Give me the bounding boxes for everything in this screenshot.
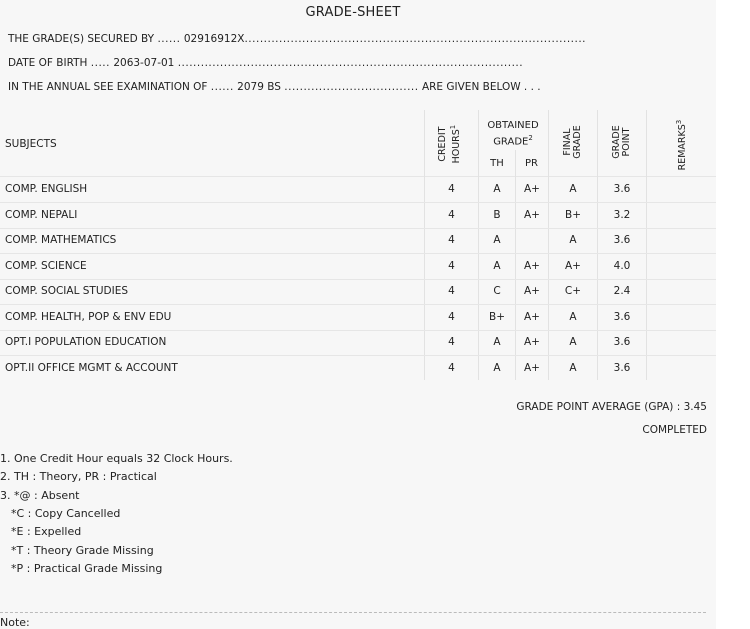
- footnote-marker: 3: [674, 119, 683, 125]
- result-status: COMPLETED: [642, 424, 707, 436]
- subject-name: COMP. HEALTH, POP & ENV EDU: [5, 311, 172, 323]
- info-leader: ..........................................................................................: [177, 57, 524, 69]
- table-row: [0, 254, 716, 279]
- subject-name: COMP. MATHEMATICS: [5, 234, 117, 246]
- info-label: DATE OF BIRTH: [8, 57, 88, 69]
- header-obtained-line2: GRADE: [493, 136, 529, 148]
- header-grade-point-line1: GRADE: [611, 125, 622, 159]
- grade-pr: A+: [524, 260, 540, 272]
- header-pr: PR: [525, 158, 538, 169]
- header-obtained-line1: OBTAINED: [487, 120, 539, 131]
- table-row: [0, 279, 716, 304]
- info-label: THE GRADE(S) SECURED BY: [8, 33, 155, 45]
- grade-th: B: [493, 209, 501, 221]
- footnote-item: 3. *@ : Absent: [0, 489, 80, 502]
- grade-point: 2.4: [613, 285, 631, 297]
- grade-point: 3.6: [613, 311, 631, 323]
- header-final-grade: [563, 112, 583, 172]
- info-value: 02916912X: [183, 33, 245, 45]
- info-label: IN THE ANNUAL SEE EXAMINATION OF: [8, 81, 208, 93]
- final-grade: A: [569, 362, 577, 374]
- grade-point: 4.0: [613, 260, 631, 272]
- footnote-item: *P : Practical Grade Missing: [11, 562, 163, 575]
- final-grade: A: [569, 234, 577, 246]
- gpa-summary: GRADE POINT AVERAGE (GPA) : 3.45: [516, 401, 707, 413]
- header-obtained-grade: [479, 119, 547, 148]
- header-credit-hours-line1: CREDIT: [436, 126, 448, 162]
- credit-hours: 4: [448, 285, 455, 297]
- header-remarks-label: REMARKS: [677, 124, 689, 171]
- header-th: TH: [490, 158, 504, 169]
- credit-hours: 4: [448, 311, 455, 323]
- table-row: [0, 228, 716, 253]
- table-row: [0, 305, 716, 330]
- note-label: Note:: [0, 616, 30, 629]
- info-examination: [8, 81, 541, 93]
- grade-pr: A+: [524, 209, 540, 221]
- info-end: ARE GIVEN BELOW . . .: [421, 81, 541, 93]
- grade-pr: A+: [524, 183, 540, 195]
- final-grade: A: [569, 311, 577, 323]
- header-credit-hours: [438, 114, 462, 174]
- grade-th: C: [493, 285, 501, 297]
- subject-name: COMP. NEPALI: [5, 209, 78, 221]
- grade-th: A: [493, 336, 501, 348]
- header-remarks: [674, 110, 688, 180]
- footnote-item: 2. TH : Theory, PR : Practical: [0, 470, 157, 483]
- info-value: 2079 BS: [237, 81, 281, 93]
- grade-pr: A+: [524, 362, 540, 374]
- credit-hours: 4: [448, 336, 455, 348]
- footnote-item: *E : Expelled: [11, 525, 82, 538]
- credit-hours: 4: [448, 183, 455, 195]
- final-grade: A+: [565, 260, 581, 272]
- table-row: [0, 177, 716, 202]
- page-title: GRADE-SHEET: [305, 5, 401, 20]
- info-leader: .........................................................................................: [244, 33, 587, 45]
- footnote-item: *T : Theory Grade Missing: [11, 544, 154, 557]
- info-leader: ......: [157, 33, 181, 45]
- grade-pr: A+: [524, 285, 540, 297]
- subject-name: OPT.I POPULATION EDUCATION: [5, 336, 167, 348]
- grade-point: 3.6: [613, 336, 631, 348]
- grade-pr: A+: [524, 336, 540, 348]
- final-grade: C+: [564, 285, 582, 297]
- info-secured-by: [8, 33, 586, 45]
- table-row: [0, 330, 716, 355]
- info-date-of-birth: [8, 57, 523, 69]
- subject-name: OPT.II OFFICE MGMT & ACCOUNT: [5, 362, 178, 374]
- info-leader: ......: [210, 81, 234, 93]
- grade-th: A: [493, 260, 501, 272]
- grade-point: 3.2: [613, 209, 631, 221]
- page-margin: [716, 0, 750, 629]
- grade-th: A: [493, 362, 501, 374]
- info-value: 2063-07-01: [113, 57, 175, 69]
- header-subjects: SUBJECTS: [5, 138, 57, 150]
- grade-th: A: [493, 183, 501, 195]
- header-grade-point-line2: POINT: [621, 127, 632, 157]
- credit-hours: 4: [448, 260, 455, 272]
- grade-pr: A+: [524, 311, 540, 323]
- table-row: [0, 356, 716, 381]
- header-grade-point: [612, 112, 632, 172]
- footnote-marker: 1: [448, 124, 457, 130]
- credit-hours: 4: [448, 209, 455, 221]
- header-final-line2: GRADE: [572, 125, 583, 159]
- grade-point: 3.6: [613, 234, 631, 246]
- info-leader: ...................................: [284, 81, 419, 93]
- grade-point: 3.6: [613, 362, 631, 374]
- subject-name: COMP. SCIENCE: [5, 260, 87, 272]
- final-grade: B+: [564, 209, 581, 221]
- credit-hours: 4: [448, 234, 455, 246]
- footnote-item: *C : Copy Cancelled: [11, 507, 121, 520]
- grade-th: B+: [488, 311, 505, 323]
- subject-name: COMP. SOCIAL STUDIES: [5, 285, 129, 297]
- footnote-item: 1. One Credit Hour equals 32 Clock Hours.: [0, 452, 233, 465]
- header-final-line1: FINAL: [562, 128, 573, 156]
- footnote-marker: 2: [528, 134, 533, 142]
- info-leader: .....: [90, 57, 110, 69]
- final-grade: A: [569, 336, 577, 348]
- subject-name: COMP. ENGLISH: [5, 183, 88, 195]
- header-credit-hours-line2: HOURS: [451, 129, 463, 164]
- credit-hours: 4: [448, 362, 455, 374]
- grade-point: 3.6: [613, 183, 631, 195]
- grade-th: A: [493, 234, 501, 246]
- final-grade: A: [569, 183, 577, 195]
- divider: [0, 612, 706, 613]
- table-row: [0, 203, 716, 228]
